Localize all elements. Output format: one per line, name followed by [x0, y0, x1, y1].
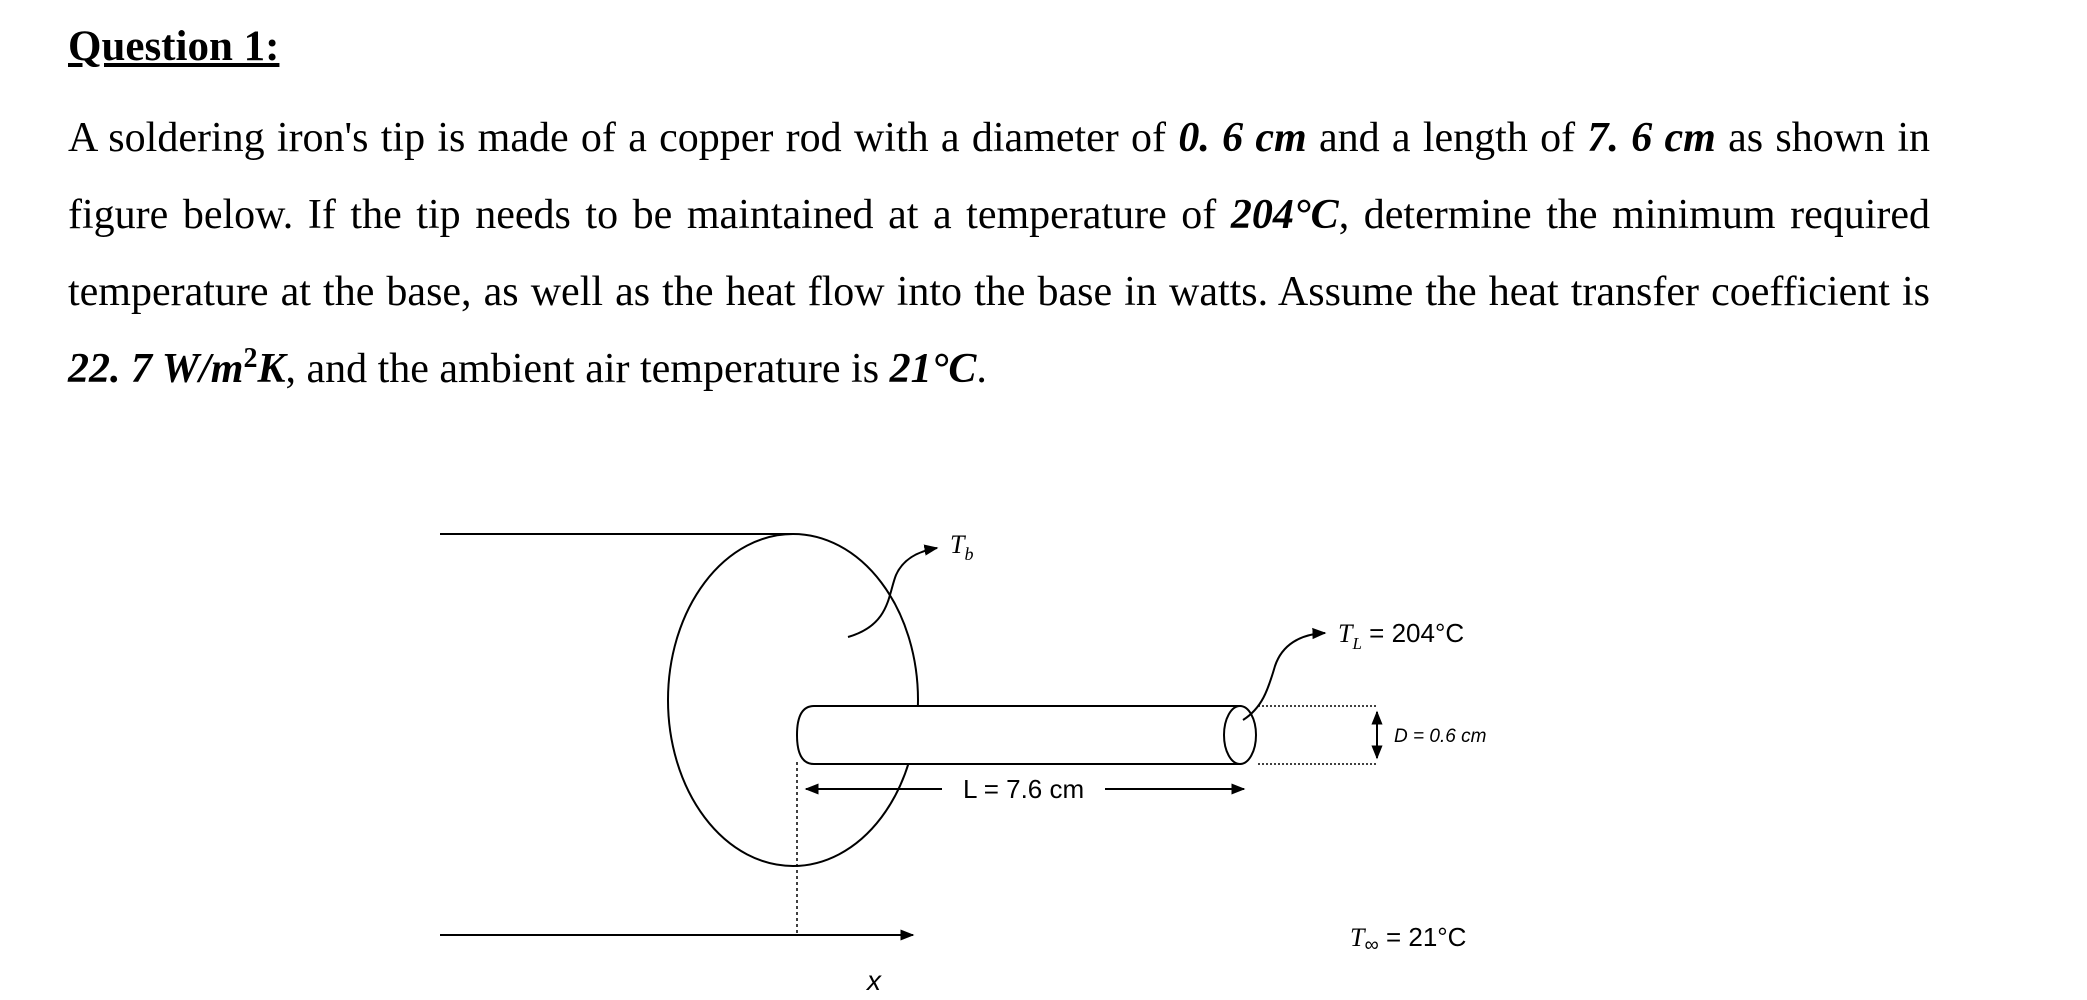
- rod-body: [797, 706, 1240, 764]
- question-heading: Question 1:: [68, 23, 280, 70]
- ambient-temperature-value: 21°C: [889, 346, 977, 392]
- diameter-value: 0. 6 cm: [1178, 115, 1307, 161]
- question-text-2: and a length of: [1306, 115, 1588, 161]
- base-body: [440, 534, 918, 866]
- copper-rod: [797, 706, 1256, 764]
- base-face-ellipse: [668, 534, 918, 866]
- tl-leader-arrow: [1243, 633, 1325, 720]
- question-text-1: A soldering iron's tip is made of a copper rod with a diameter of: [68, 115, 1179, 161]
- question-text-4: , determine the minimum required temperature at the base, as well as the heat flow into the base in watts. Assume the heat transfer coefficient is: [68, 192, 1931, 315]
- diameter-label: D = 0.6 cm: [1394, 726, 1487, 747]
- length-value: 7. 6 cm: [1587, 115, 1716, 161]
- question-text-5: , and the ambient air temperature is: [285, 346, 890, 392]
- heat-transfer-coefficient-value: 22. 7 W/m: [68, 346, 244, 392]
- tip-temperature-label: $T_L = 204^\circ C$: [1338, 618, 1465, 653]
- question-text-3: as shown in figure below. If the tip needs to be maintained at a temperature of: [68, 115, 1931, 238]
- length-label: L = 7.6 cm: [963, 774, 1085, 804]
- question-text-6: .: [976, 346, 987, 392]
- heat-transfer-coefficient-unit: K: [257, 346, 286, 392]
- ambient-temperature-label: T∞ = 21°C: [1350, 922, 1467, 956]
- tip-temperature-value: 204°C: [1230, 192, 1339, 238]
- x-axis-label: x: [867, 965, 881, 996]
- heat-transfer-coefficient-exponent: 2: [243, 343, 258, 374]
- base-temperature-label: $T_b$: [950, 530, 974, 564]
